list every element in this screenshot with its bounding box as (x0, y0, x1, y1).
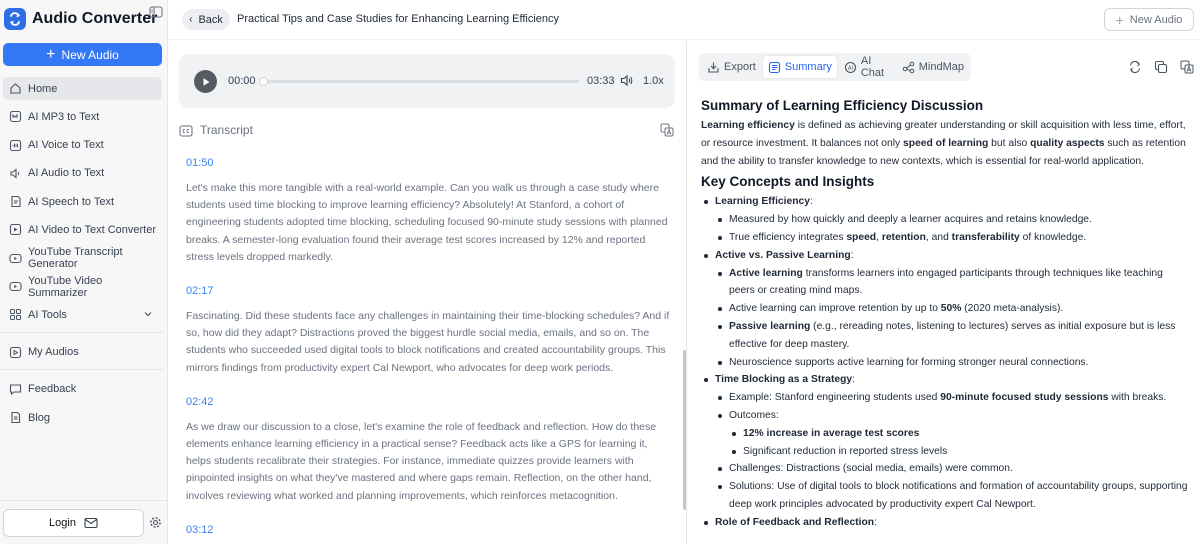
document-icon (9, 411, 22, 424)
speaker-icon (9, 167, 22, 180)
new-audio-header-button[interactable] (1104, 8, 1194, 31)
sidebar-item-ai-speech-to-text[interactable] (3, 190, 162, 213)
play-button[interactable] (194, 70, 217, 93)
caption-icon (179, 124, 193, 136)
new-audio-button[interactable] (3, 43, 162, 66)
mp3-icon (9, 110, 22, 123)
tab-label: Summary (784, 61, 832, 73)
speech-icon (9, 195, 22, 208)
transcript-segment (186, 524, 674, 538)
segment-text: As we draw our discussion to a close, let's examine the role of feedback and reflection. How do these elements enhance learning efficiency in a practical sense? Feedback acts like a GPS for learning it, helps students recalibrate their strategies. For instance, immediate quizzes provide learners with pinpointed insights on what they've mastered and where gaps remain. Reflection, on the other hand, involves reviewing what worked and planning improvements, which reinforces metacognition. (186, 420, 657, 502)
export-icon (707, 61, 720, 74)
list-item (701, 514, 1191, 532)
grid-icon (9, 308, 22, 321)
list-item: Measured by how quickly and deeply a learner acquires and retains knowledge. (701, 211, 1191, 229)
sidebar-bottom-divider (0, 500, 168, 501)
bullet-colon: : (852, 374, 856, 386)
sidebar-collapse-icon[interactable] (149, 5, 165, 21)
bullet-colon: : (874, 516, 877, 528)
plus-icon: + (46, 45, 56, 63)
sidebar-item-label: AI Audio to Text (28, 167, 105, 180)
list-item: Challenges: Distractions (social media, emails) were common. (701, 460, 1191, 478)
intro-text: is defined as achieving greater understanding or skill acquisition with less time, effort, or resource investment. It balances not only (701, 120, 1186, 149)
ai-chat-icon (844, 61, 857, 74)
summary-icon (768, 61, 781, 74)
sidebar-item-youtube-transcript-generator[interactable] (3, 247, 162, 270)
brand[interactable] (4, 6, 162, 32)
sidebar-item-label: AI Video to Text Converter (28, 223, 156, 236)
tab-export[interactable] (702, 56, 761, 78)
segment-text: Let's make this more tangible with a real-world example. Can you walk us through a case study where students used time blocking to improve learning efficiency? Absolutely! At Stanford, a cohort of engineering students adopted time blocking, scheduling focused 90-minute study sessions with planned breaks. A semester-long evaluation found their average test scores increased by 12% and reported stress levels dropped markedly. (186, 182, 668, 263)
bullet-text: , (876, 231, 882, 243)
folder-icon (9, 346, 22, 359)
bullet-text: (e.g., rereading notes, listening to lectures) serves as initial exposure but is less effective for deep mastery. (729, 320, 1176, 350)
copy-icon[interactable] (1154, 60, 1168, 74)
list-item (701, 193, 1191, 211)
login-label: Login (49, 517, 76, 529)
intro-text: but also (988, 137, 1031, 149)
translate-icon[interactable] (660, 123, 674, 137)
transcript-pane (169, 41, 686, 544)
sidebar-nav (3, 77, 162, 435)
list-item (701, 371, 1191, 389)
bullet-text: Example: Stanford engineering students used (729, 392, 941, 404)
transcript-list (186, 157, 674, 538)
transcript-segment (186, 396, 674, 505)
summary-toolbar (1128, 60, 1194, 74)
home-icon (9, 82, 22, 95)
progress-bar[interactable] (261, 80, 579, 83)
list-item: Solutions: Use of digital tools to block notifications and formation of accountability groups, supporting deep work principles advocated by productivity expert Cal Newport. (701, 478, 1191, 514)
mail-icon (84, 517, 98, 529)
bullet-bold: speed (846, 231, 877, 243)
sidebar-item-ai-audio-to-text[interactable] (3, 162, 162, 185)
login-button[interactable] (3, 509, 144, 537)
back-button[interactable] (182, 9, 230, 30)
transcript-segment (186, 157, 674, 266)
youtube-icon (9, 280, 22, 293)
timestamp-link[interactable]: 01:50 (186, 157, 214, 169)
feedback-icon (9, 383, 22, 396)
sidebar-item-my-audios[interactable] (3, 341, 162, 364)
list-item (701, 300, 1191, 318)
bullet-bold: Passive learning (729, 320, 811, 332)
bullet-colon: : (810, 196, 813, 208)
list-item (701, 425, 1191, 443)
back-label: Back (198, 13, 223, 26)
bullet-bold: Active learning (729, 267, 803, 279)
app-name: Audio Converter (32, 10, 158, 27)
bullet-text: of knowledge. (1019, 231, 1087, 243)
new-audio-label: New Audio (61, 47, 119, 62)
bullet-text: transforms learners into engaged participants through techniques like teaching peers or creating mind maps. (729, 267, 1163, 297)
intro-bold-term: speed of learning (903, 137, 989, 149)
list-item (701, 389, 1191, 407)
sidebar-item-label: AI MP3 to Text (28, 110, 100, 123)
sidebar-item-label: Blog (28, 411, 51, 424)
summary-intro (701, 117, 1191, 170)
timestamp-link[interactable]: 02:17 (186, 285, 214, 298)
list-item: Outcomes: (701, 407, 1191, 425)
list-item (701, 265, 1191, 301)
bullet-heading: Active vs. Passive Learning (715, 249, 851, 261)
segment-text: Fascinating. Did these students face any challenges in maintaining their time-blocking schedules? And if so, how did they adapt? Distractions proved the biggest hurdle social media, emails, and so on. The students who succeeded used digital tools to block notifications and created accountability groups. This mirrors findings from productivity expert Cal Newport, who advocates for deep work periods. (186, 310, 670, 374)
sidebar-item-ai-video-to-text-converter[interactable] (3, 218, 162, 241)
tab-label: AI Chat (860, 55, 885, 79)
gear-icon[interactable] (149, 516, 162, 529)
list-item: Neuroscience supports active learning for forming stronger neural connections. (701, 354, 1191, 372)
timestamp-link[interactable]: 03:12 (186, 523, 214, 536)
sidebar-item-ai-tools[interactable] (3, 303, 162, 326)
bullet-bold: transferability (951, 231, 1020, 243)
chevron-left-icon: ‹ (189, 14, 193, 25)
bullet-bold: retention (881, 231, 926, 243)
waveform-icon (9, 139, 22, 152)
concepts-list (701, 193, 1191, 531)
nav-divider (0, 369, 165, 370)
video-icon (9, 223, 22, 236)
bullet-text: True efficiency integrates (729, 231, 847, 243)
bullet-bold: 12% increase in average test scores (743, 427, 920, 439)
sidebar-item-label: My Audios (28, 346, 79, 359)
new-audio-label: New Audio (1129, 13, 1183, 26)
page-title: Practical Tips and Case Studies for Enhancing Learning Efficiency (237, 13, 560, 25)
transcript-title: Transcript (200, 123, 253, 137)
bullet-heading: Learning Efficiency (715, 196, 810, 208)
bullet-text: (2020 meta-analysis). (961, 303, 1064, 315)
current-time: 00:00 (228, 75, 256, 87)
nav-divider (0, 332, 165, 333)
bullet-bold: 50% (940, 303, 962, 315)
sidebar-item-ai-mp3-to-text[interactable] (3, 105, 162, 128)
app-logo-icon (4, 8, 26, 30)
sidebar-item-feedback[interactable] (3, 378, 162, 401)
list-item (701, 247, 1191, 265)
sidebar-item-youtube-video-summarizer[interactable] (3, 275, 162, 298)
bullet-text: Active learning can improve retention by up to (729, 303, 941, 315)
summary-content (701, 98, 1191, 532)
total-time: 03:33 (587, 75, 615, 87)
youtube-icon (9, 252, 22, 265)
tab-label: MindMap (918, 61, 964, 73)
sidebar-item-blog[interactable] (3, 406, 162, 429)
bullet-text: with breaks. (1108, 392, 1167, 404)
sidebar-item-label: AI Tools (28, 308, 67, 321)
tab-ai-chat[interactable] (839, 56, 895, 78)
sidebar-item-label: Feedback (28, 383, 77, 396)
refresh-icon[interactable] (1128, 60, 1142, 74)
sidebar-item-label: YouTube Video Summarizer (28, 274, 103, 299)
intro-bold-term: quality aspects (1030, 137, 1105, 149)
list-item (701, 318, 1191, 354)
summary-pane (687, 41, 1200, 544)
sidebar-item-ai-voice-to-text[interactable] (3, 134, 162, 157)
translate-icon[interactable] (1180, 60, 1194, 74)
tab-label: Export (724, 61, 756, 73)
concepts-heading: Key Concepts and Insights (701, 174, 875, 190)
plus-icon: + (1115, 11, 1124, 28)
top-header (169, 0, 1200, 40)
transcript-segment (186, 285, 674, 377)
intro-text: such as retention and the ability to transfer knowledge to new contexts, which is essential for real-world application. (701, 137, 1186, 167)
bullet-colon: : (850, 249, 854, 261)
bullet-heading: Time Blocking as a Strategy (715, 374, 853, 386)
playback-speed[interactable]: 1.0x (643, 75, 664, 87)
list-item: Significant reduction in reported stress levels (701, 443, 1191, 461)
sidebar-item-label: AI Voice to Text (28, 139, 104, 152)
transcript-header (179, 123, 675, 141)
intro-bold-term: Learning efficiency (701, 120, 795, 131)
bullet-heading: Role of Feedback and Reflection (715, 516, 875, 528)
tab-summary[interactable] (763, 56, 837, 78)
sidebar-item-label: AI Speech to Text (28, 195, 115, 208)
audio-player (179, 54, 675, 108)
sidebar-item-home[interactable] (3, 77, 162, 100)
bullet-text: , and (925, 231, 952, 243)
svg-text:AI: AI (847, 65, 853, 71)
tab-bar (699, 53, 971, 81)
tab-mindmap[interactable] (897, 56, 969, 78)
timestamp-link[interactable]: 02:42 (186, 395, 214, 408)
sidebar-item-label: Home (28, 82, 58, 95)
progress-knob[interactable] (259, 77, 268, 86)
chevron-down-icon[interactable] (142, 308, 154, 320)
bullet-bold: 90-minute focused study sessions (940, 392, 1109, 404)
play-icon (201, 77, 211, 87)
mindmap-icon (902, 61, 915, 74)
sidebar (0, 0, 168, 544)
sidebar-item-label: YouTube Transcript Generator (28, 246, 123, 271)
list-item (701, 229, 1191, 247)
summary-title: Summary of Learning Efficiency Discussion (701, 98, 984, 113)
volume-icon[interactable] (620, 74, 634, 87)
